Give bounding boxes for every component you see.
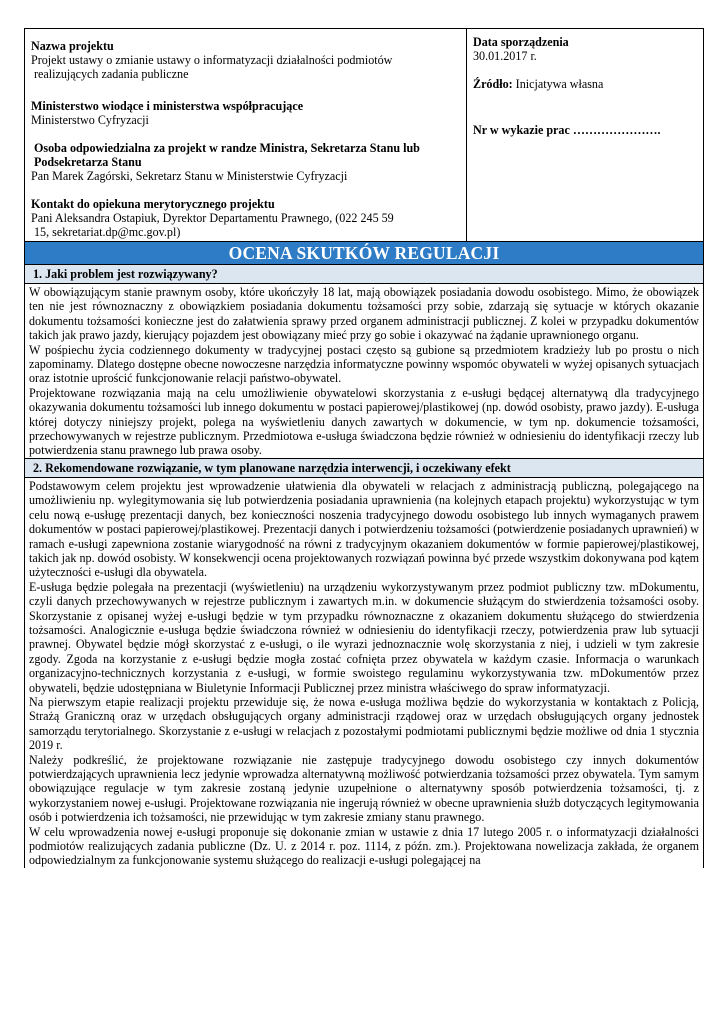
project-name-label: Nazwa projektu: [31, 39, 114, 53]
contact-label: Kontakt do opiekuna merytorycznego projektu: [31, 197, 275, 211]
source-value: Inicjatywa własna: [512, 77, 604, 91]
assessment-banner: [25, 242, 704, 265]
banner-title: OCENA SKUTKÓW REGULACJI: [228, 243, 500, 263]
section-2-paragraph: Na pierwszym etapie realizacji projektu przewiduje się, że nowa e-usługa możliwa będzie do wykorzystania w kontaktach z Policją, Strażą Graniczną oraz w urzędach obsługujących organy administracji rządowej oraz w urzędach obsługujących organy jednostek samorządu terytorialnego. Skorzystanie z e-usługi w relacjach z pozostałymi podmiotami publicznymi będzie możliwe od dnia 1 stycznia 2019 r.: [29, 694, 699, 753]
section-2-paragraph: E-usługa będzie polegała na prezentacji (wyświetleniu) na urządzeniu wykorzystywanym przez podmiot publiczny tzw. mDokumentu, czyli danych przechowywanych w rejestrze publicznym i zawartych m.in. w dokumencie służącym do stwierdzenia tożsamości osoby. Skorzystanie z opisanej wyżej e-usługi będzie w tym przypadku równoznaczne z okazaniem dokumentu służącego do stwierdzenia tożsamości. Analogicznie e-usługa będzie świadczona również w odniesieniu do identyfikacji rzeczy, potwierdzenia praw lub sytuacji prawnej. Obywatel będzie mógł skorzystać z e-usługi, o ile wyrazi jednoznacznie wolę skorzystania z niej, i udzieli w tym zakresie zgody. Zgoda na korzystanie z e-usługi będzie mogła zostać cofnięta przez obywatela w każdym czasie. Informacja o warunkach organizacyjno-technicznych korzystania z e-usługi, w formie swoistego regulaminu wykorzystywania tzw. mDokumentów przez obywateli, będzie udostępniana w Biuletynie Informacji Publicznej przez ministra właściwego do spraw informatyzacji.: [29, 579, 699, 695]
section-1-body: [25, 284, 704, 459]
metadata-cell: [467, 29, 704, 242]
project-info-cell: [25, 29, 467, 242]
source-label: Źródło:: [473, 77, 513, 91]
project-name-line-2: realizujących zadania publiczne: [34, 67, 189, 81]
section-2-title: 2. Rekomendowane rozwiązanie, w tym planowane narzędzia interwencji, i oczekiwany efekt: [33, 460, 511, 475]
registry-number-label: Nr w wykazie prac ………………….: [473, 123, 661, 137]
contact-line-1: Pani Aleksandra Ostapiuk, Dyrektor Departamentu Prawnego, (022 245 59: [31, 211, 394, 225]
section-1-paragraph: W pośpiechu życia codziennego dokumenty w tradycyjnej postaci często są gubione są przedmiotem kradzieży lub po prostu o nich zapominamy. Dlatego dostępne obecne nowoczesne narzędzia informatyczne powinny wspomóc obywateli w wyżej opisanych sytuacjach oraz istotnie uprościć funkcjonowanie relacji państwo-obywatel.: [29, 342, 699, 386]
section-2-heading: [25, 458, 704, 477]
source-line: [473, 77, 697, 91]
date-value: 30.01.2017 r.: [473, 49, 537, 63]
contact-line-2: 15, sekretariat.dp@mc.gov.pl): [34, 225, 181, 239]
section-1-paragraph: Projektowane rozwiązania mają na celu umożliwienie obywatelowi skorzystania z e-usługi będącej alternatywą dla tradycyjnego okazywania dokumentu tożsamości lub innego dokumentu w postaci papierowej/plastikowej (np. dowód osobisty, prawo jazdy). E-usługa której dotyczy niniejszy projekt, polega na wyświetleniu danych zawartych w dokumencie, w tym np. dokumencie tożsamości, przechowywanych w rejestrze publicznym. Przedmiotowa e-usługa świadczona będzie również w odniesieniu do identyfikacji rzeczy lub potwierdzenia stanu prawnego lub prawa osoby.: [29, 385, 699, 458]
section-2-paragraph: Należy podkreślić, że projektowane rozwiązanie nie zastępuje tradycyjnego dowodu osobistego czy innych dokumentów potwierdzających uprawnienia lecz jedynie wprowadza alternatywną możliwość potwierdzania tożsamości przez obywatela. Tym samym obowiązujące regulacje w tym zakresie zostaną jedynie uzupełnione o alternatywny sposób potwierdzenia tożsamości, tj. z wykorzystaniem nowej e-usługi. Projektowane rozwiązania nie ingerują również w obecne uprawnienia służb dotyczących legitymowania osób i potwierdzenia ich tożsamości, nie przewidując w tym zakresie zmiany stanu prawnego.: [29, 752, 699, 825]
section-1-heading: [25, 265, 704, 284]
regulatory-impact-form: [24, 28, 704, 868]
responsible-label-line-1: Osoba odpowiedzialna za projekt w randze Ministra, Sekretarza Stanu lub: [34, 141, 420, 155]
responsible-value: Pan Marek Zagórski, Sekretarz Stanu w Ministerstwie Cyfryzacji: [31, 169, 348, 183]
responsible-label-line-2: Podsekretarza Stanu: [34, 155, 142, 169]
document-page: [24, 28, 704, 868]
ministry-value: Ministerstwo Cyfryzacji: [31, 113, 149, 127]
section-2-paragraph: Podstawowym celem projektu jest wprowadzenie ułatwienia dla obywateli w relacjach z administracją publiczną, polegającego na umożliwieniu np. wylegitymowania się lub potwierdzenia posiadania uprawnienia (na kolejnych etapach projektu) wykorzystując w tym celu nową e-usługę prezentacji danych, bez konieczności noszenia tradycyjnego dowodu osobistego lub innych wymaganych prawem dokumentów w postaci papierowej/plastikowej. Prezentacji danych i potwierdzeniu tożsamości (potwierdzenie posiadanych uprawnień) w ramach e-usługi zapewniona zostanie wiarygodność na równi z tradycyjnym okazaniem dokumentów w formie papierowej/plastikowej, takich jak np. dowód osobisty. W konsekwencji ocena projektowanych rozwiązań powinna być przede wszystkim dokonywana pod kątem użyteczności e-usługi dla obywatela.: [29, 478, 699, 580]
section-2-body: [25, 477, 704, 867]
section-1-paragraph: W obowiązującym stanie prawnym osoby, które ukończyły 18 lat, mają obowiązek posiadania dowodu osobistego. Mimo, że obowiązek ten nie jest równoznaczny z obowiązkiem posiadania dokumentu tożsamości przy sobie, zdarzają się sytuacje w których okazanie dokumentu tożsamości konieczne jest do załatwienia sprawy przed organem administracji publicznej. Z kolei w przypadku dokumentów takich jak prawo jazdy, kierujący pojazdem jest obowiązany mieć przy go sobie i okazywać na żądanie uprawnionego organu.: [29, 285, 699, 343]
section-1-title: 1. Jaki problem jest rozwiązywany?: [33, 267, 218, 281]
project-name-line-1: Projekt ustawy o zmianie ustawy o informatyzacji działalności podmiotów: [31, 53, 393, 67]
ministry-label: Ministerstwo wiodące i ministerstwa współpracujące: [31, 99, 304, 113]
date-label: Data sporządzenia: [473, 35, 569, 49]
section-2-paragraph: W celu wprowadzenia nowej e-usługi proponuje się dokonanie zmian w ustawie z dnia 17 lutego 2005 r. o informatyzacji działalności podmiotów realizujących zadania publiczne (Dz. U. z 2014 r. poz. 1114, z późn. zm.). Projektowana nowelizacja zakłada, że organem odpowiedzialnym za funkcjonowanie systemu służącego do realizacji e-usługi polegającej na: [29, 824, 699, 868]
